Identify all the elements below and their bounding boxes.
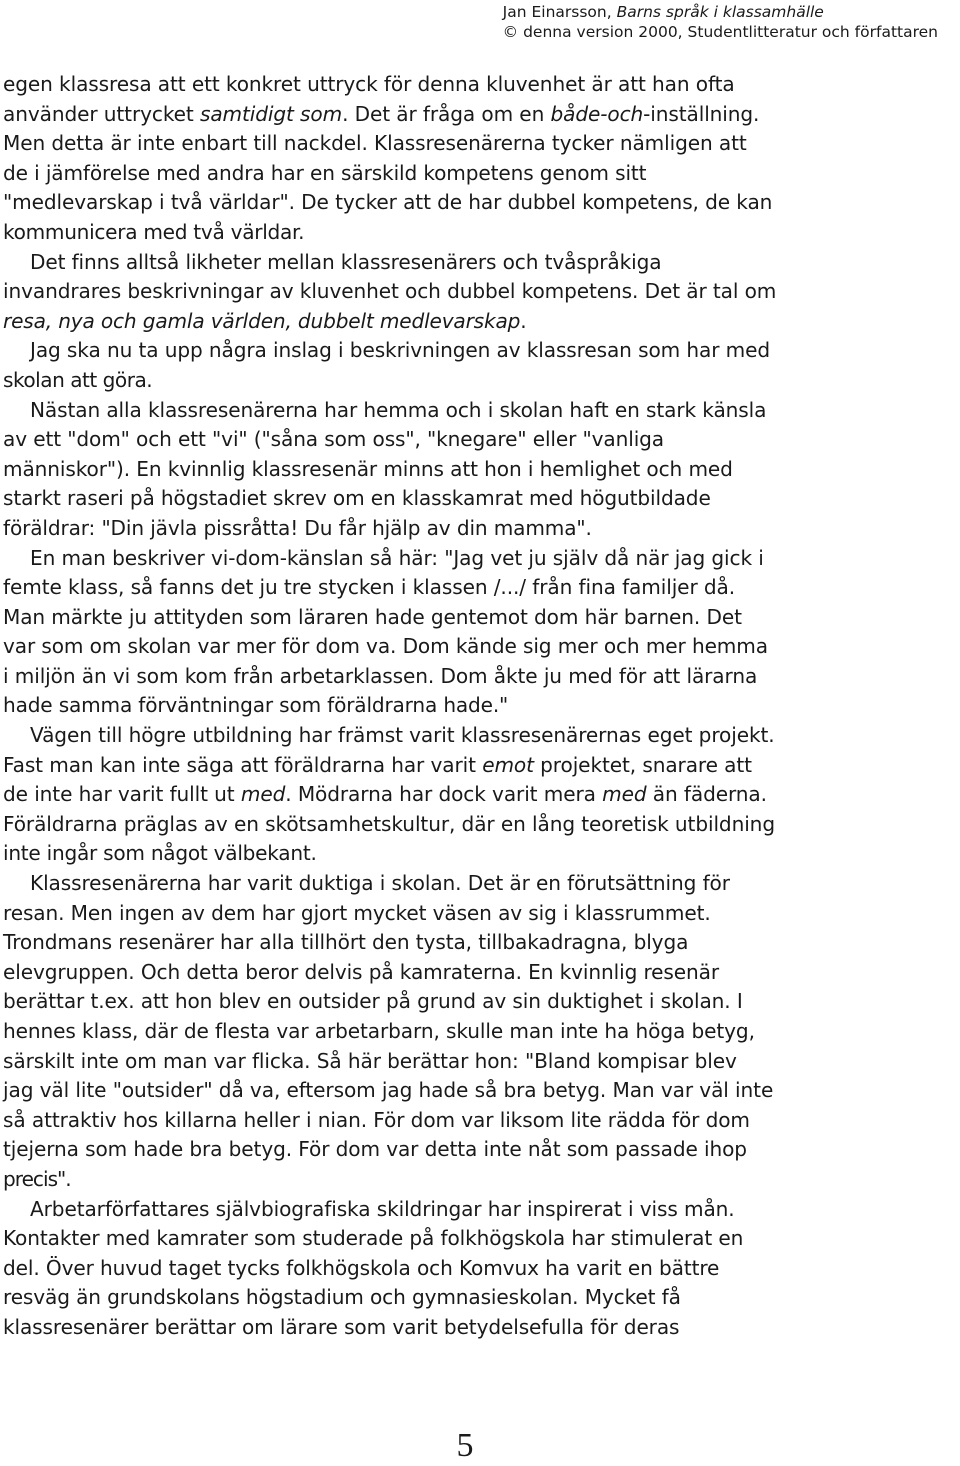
text-line: resa, nya och gamla världen, dubbelt medlevarskap. xyxy=(3,308,527,333)
header-author-title xyxy=(503,2,938,22)
text-line: de inte har varit fullt ut med. Mödrarna har dock varit mera med än fäderna. xyxy=(3,782,767,807)
text-line: av ett "dom" och ett "vi" ("såna som oss", "knegare" eller "vanliga xyxy=(3,427,664,452)
emphasis: med xyxy=(602,782,647,807)
paragraph xyxy=(3,544,960,722)
paragraph xyxy=(3,396,960,544)
text-line: elevgruppen. Och detta beror delvis på kamraterna. En kvinnlig resenär xyxy=(3,959,720,984)
text-line: Kontakter med kamrater som studerade på folkhögskola har stimulerat en xyxy=(3,1226,744,1251)
text-line: de i jämförelse med andra har en särskild kompetens genom sitt xyxy=(3,160,647,185)
header-copyright: © denna version 2000, Studentlitteratur och författaren xyxy=(502,23,938,41)
text-line: berättar t.ex. att hon blev en outsider på grund av sin duktighet i skolan. I xyxy=(3,989,743,1014)
text-line: Föräldrarna präglas av en skötsamhetskultur, där en lång teoretisk utbildning xyxy=(3,811,775,836)
text-line: Man märkte ju attityden som läraren hade gentemot dom här barnen. Det xyxy=(3,604,742,629)
text-line: skolan att göra. xyxy=(3,367,153,392)
emphasis: både-och xyxy=(550,101,644,126)
text-line: Jag ska nu ta upp några inslag i beskrivningen av klassresan som har med xyxy=(30,338,770,363)
text-line: jag väl lite "outsider" då va, eftersom jag hade så bra betyg. Man var väl inte xyxy=(3,1078,774,1103)
text-line: särskilt inte om man var flicka. Så här berättar hon: "Bland kompisar blev xyxy=(3,1048,737,1073)
paragraph xyxy=(3,721,960,869)
emphasis: med xyxy=(240,782,286,807)
header-author: Jan Einarsson, xyxy=(502,3,617,21)
text-line: resväg än grundskolans högstadium och gymnasieskolan. Mycket få xyxy=(3,1285,681,1310)
text-line: Men detta är inte enbart till nackdel. Klassresenärerna tycker nämligen att xyxy=(3,131,747,156)
running-header xyxy=(503,2,938,42)
text-line: klassresenärer berättar om lärare som varit betydelsefulla för deras xyxy=(3,1314,680,1339)
text-line: Klassresenärerna har varit duktiga i skolan. Det är en förutsättning för xyxy=(30,871,730,896)
text-line: Nästan alla klassresenärerna har hemma och i skolan haft en stark känsla xyxy=(30,397,767,422)
text-line: "medlevarskap i två världar". De tycker att de har dubbel kompetens, de kan xyxy=(3,190,773,215)
paragraph xyxy=(3,70,960,248)
emphasis: resa, nya och gamla världen, dubbelt medlevarskap xyxy=(3,308,521,333)
body-text xyxy=(3,70,960,1343)
text-line: kommunicera med två världar. xyxy=(3,219,305,244)
emphasis: emot xyxy=(482,752,534,777)
text-line: resan. Men ingen av dem har gjort mycket väsen av sig i klassrummet. xyxy=(3,900,711,925)
text-line: Trondmans resenärer har alla tillhört den tysta, tillbakadragna, blyga xyxy=(3,930,689,955)
text-line: invandrares beskrivningar av kluvenhet och dubbel kompetens. Det är tal om xyxy=(3,279,777,304)
text-line: del. Över huvud taget tycks folkhögskola och Komvux ha varit en bättre xyxy=(3,1255,720,1280)
text-line: hennes klass, där de flesta var arbetarbarn, skulle man inte ha höga betyg, xyxy=(3,1019,755,1043)
header-book-title: Barns språk i klassamhälle xyxy=(616,3,824,21)
page-number: 5 xyxy=(456,1427,474,1464)
text-line: Arbetarförfattares självbiografiska skildringar har inspirerat i viss mån. xyxy=(30,1196,735,1221)
text-line: tjejerna som hade bra betyg. För dom var detta inte nåt som passade ihop xyxy=(3,1137,747,1162)
paragraph xyxy=(3,1195,960,1343)
emphasis: samtidigt som xyxy=(199,101,343,126)
paragraph xyxy=(3,869,960,1195)
text-line: använder uttrycket samtidigt som. Det är fråga om en både-och-inställning. xyxy=(3,101,760,126)
paragraph xyxy=(3,248,960,337)
text-line: Det finns alltså likheter mellan klassresenärers och tvåspråkiga xyxy=(30,249,662,274)
paragraph xyxy=(3,336,960,395)
text-line: så attraktiv hos killarna heller i nian. För dom var liksom lite rädda för dom xyxy=(3,1107,750,1132)
text-line: var som om skolan var mer för dom va. Dom kände sig mer och mer hemma xyxy=(3,634,768,659)
text-line: precis". xyxy=(3,1166,71,1191)
text-line: femte klass, så fanns det ju tre stycken i klassen /.../ från fina familjer då. xyxy=(3,575,736,600)
text-line: starkt raseri på högstadiet skrev om en klasskamrat med högutbildade xyxy=(3,486,711,511)
text-line: Fast man kan inte säga att föräldrarna har varit emot projektet, snarare att xyxy=(3,752,752,777)
text-line: inte ingår som något välbekant. xyxy=(3,841,317,866)
text-line: hade samma förväntningar som föräldrarna hade." xyxy=(3,693,509,718)
text-line: föräldrar: "Din jävla pissråtta! Du får hjälp av din mamma". xyxy=(3,515,592,540)
text-line: människor"). En kvinnlig klassresenär minns att hon i hemlighet och med xyxy=(3,456,733,481)
text-line: Vägen till högre utbildning har främst varit klassresenärernas eget projekt. xyxy=(30,723,775,748)
text-line: En man beskriver vi-dom-känslan så här: "Jag vet ju själv då när jag gick i xyxy=(30,545,764,570)
text-line: i miljön än vi som kom från arbetarklassen. Dom åkte ju med för att lärarna xyxy=(3,663,758,688)
text-line: egen klassresa att ett konkret uttryck för denna kluvenhet är att han ofta xyxy=(3,72,735,96)
